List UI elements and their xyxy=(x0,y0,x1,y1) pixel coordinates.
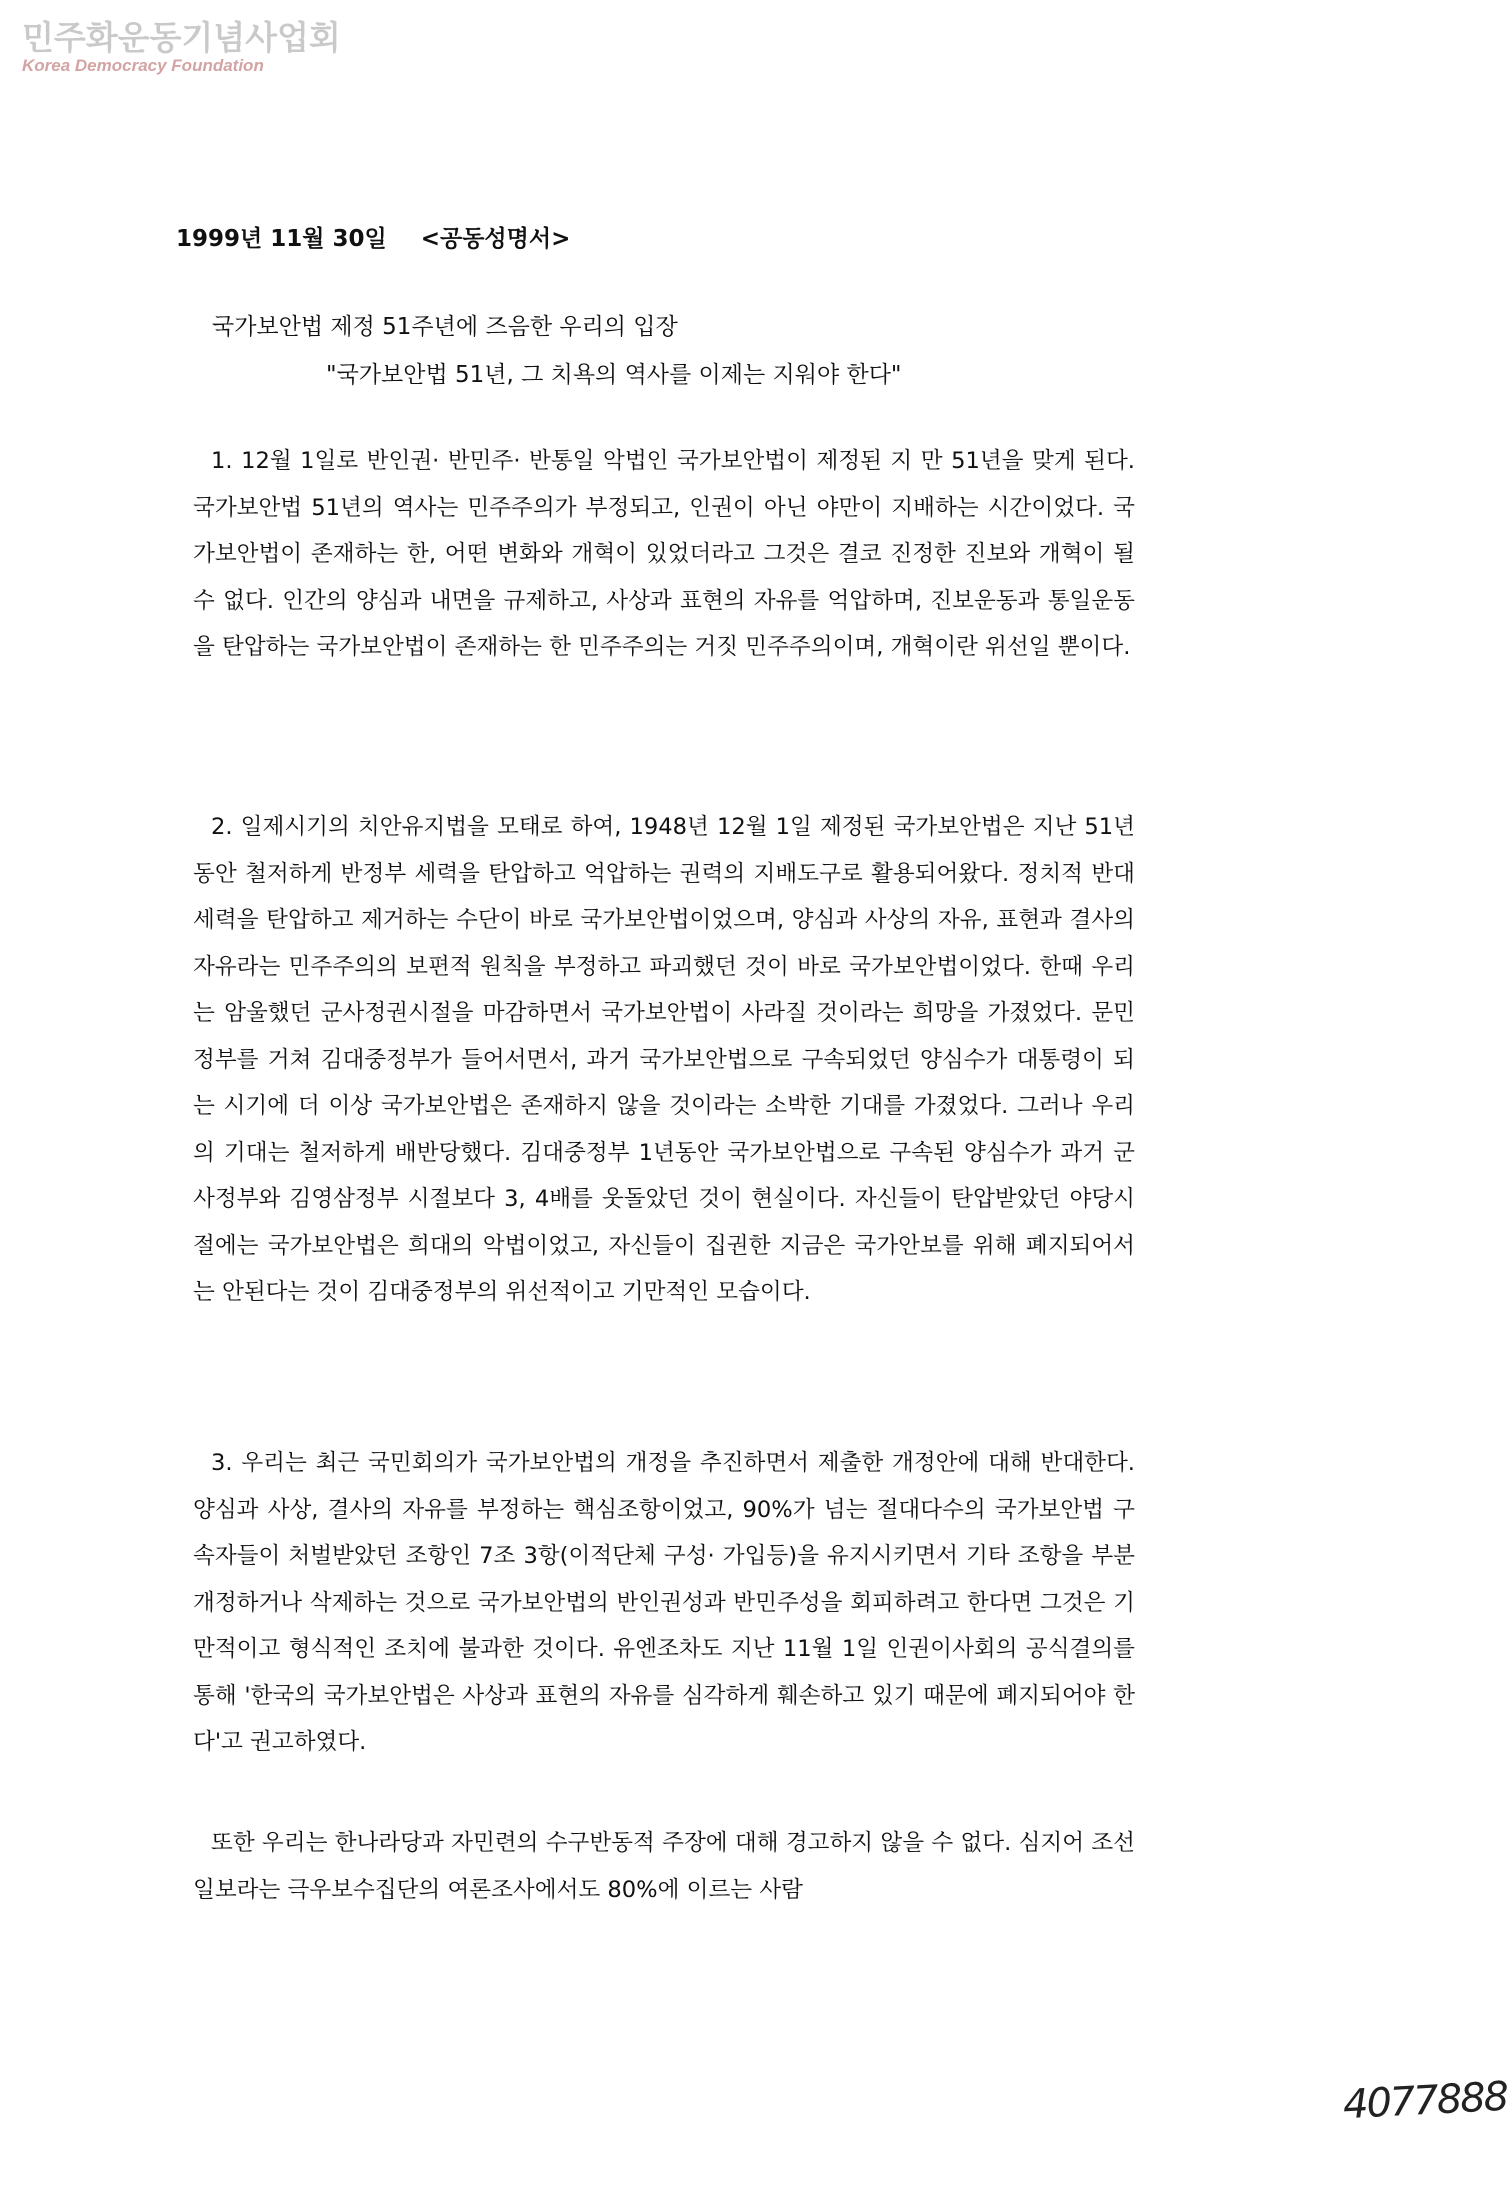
paragraph-2 xyxy=(193,804,1135,1316)
handwritten-document-number: 4077888 xyxy=(1341,2073,1508,2129)
document-title: 국가보안법 제정 51주년에 즈음한 우리의 입장 xyxy=(212,314,678,340)
document-subtitle: "국가보안법 51년, 그 치욕의 역사를 이제는 지워야 한다" xyxy=(326,362,902,388)
document-header xyxy=(176,220,570,253)
paragraph-text: 1. 12월 1일로 반인권· 반민주· 반통일 악법인 국가보안법이 제정된 지 만 51년을 맞게 된다. 국가보안법 51년의 역사는 민주주의가 부정되고, 인권이 아닌 야만이 지배하는 시간이었다. 국가보안법이 존재하는 한, 어떤 변화와 개혁이 있었더라고 그것은 결코 진정한 진보와 개혁이 될 수 없다. 인간의 양심과 내면을 규제하고, 사상과 표현의 자유를 억압하며, 진보운동과 통일운동을 탄압하는 국가보안법이 존재하는 한 민주주의는 거짓 민주주의이며, 개혁이란 위선일 뿐이다. xyxy=(193,448,1135,660)
foundation-logo xyxy=(22,18,341,76)
paragraph-3 xyxy=(193,1440,1135,1766)
logo-english-text: Korea Democracy Foundation xyxy=(22,56,264,75)
paragraph-text: 또한 우리는 한나라당과 자민련의 수구반동적 주장에 대해 경고하지 않을 수 없다. 심지어 조선일보라는 극우보수집단의 여론조사에서도 80%에 이르는 사람 xyxy=(193,1830,1135,1903)
document-date: 1999년 11월 30일 xyxy=(176,226,387,252)
paragraph-text: 2. 일제시기의 치안유지법을 모태로 하여, 1948년 12월 1일 제정된 국가보안법은 지난 51년동안 철저하게 반정부 세력을 탄압하고 억압하는 권력의 지배도구로 활용되어왔다. 정치적 반대세력을 탄압하고 제거하는 수단이 바로 국가보안법이었으며, 양심과 사상의 자유, 표현과 결사의 자유라는 민주주의의 보편적 원칙을 부정하고 파괴했던 것이 바로 국가보안법이었다. 한때 우리는 암울했던 군사정권시절을 마감하면서 국가보안법이 사라질 것이라는 희망을 가졌었다. 문민정부를 거쳐 김대중정부가 들어서면서, 과거 국가보안법으로 구속되었던 양심수가 대통령이 되는 시기에 더 이상 국가보안법은 존재하지 않을 것이라는 소박한 기대를 가졌었다. 그러나 우리의 기대는 철저하게 배반당했다. 김대중정부 1년동안 국가보안법으로 구속된 양심수가 과거 군사정부와 김영삼정부 시절보다 3, 4배를 웃돌았던 것이 현실이다. 자신들이 탄압받았던 야당시절에는 국가보안법은 희대의 악법이었고, 자신들이 집권한 지금은 국가안보를 위해 폐지되어서는 안된다는 것이 김대중정부의 위선적이고 기만적인 모습이다. xyxy=(193,814,1135,1305)
paragraph-4 xyxy=(193,1820,1135,1913)
document-type: <공동성명서> xyxy=(420,226,571,252)
paragraph-1 xyxy=(193,438,1135,671)
logo-korean-text: 민주화운동기념사업회 xyxy=(22,18,341,57)
paragraph-text: 3. 우리는 최근 국민회의가 국가보안법의 개정을 추진하면서 제출한 개정안에 대해 반대한다. 양심과 사상, 결사의 자유를 부정하는 핵심조항이었고, 90%가 넘는 절대다수의 국가보안법 구속자들이 처벌받았던 조항인 7조 3항(이적단체 구성· 가입등)을 유지시키면서 기타 조항을 부분개정하거나 삭제하는 것으로 국가보안법의 반인권성과 반민주성을 회피하려고 한다면 그것은 기만적이고 형식적인 조치에 불과한 것이다. 유엔조차도 지난 11월 1일 인권이사회의 공식결의를 통해 '한국의 국가보안법은 사상과 표현의 자유를 심각하게 훼손하고 있기 때문에 폐지되어야 한다'고 권고하였다. xyxy=(193,1450,1135,1755)
